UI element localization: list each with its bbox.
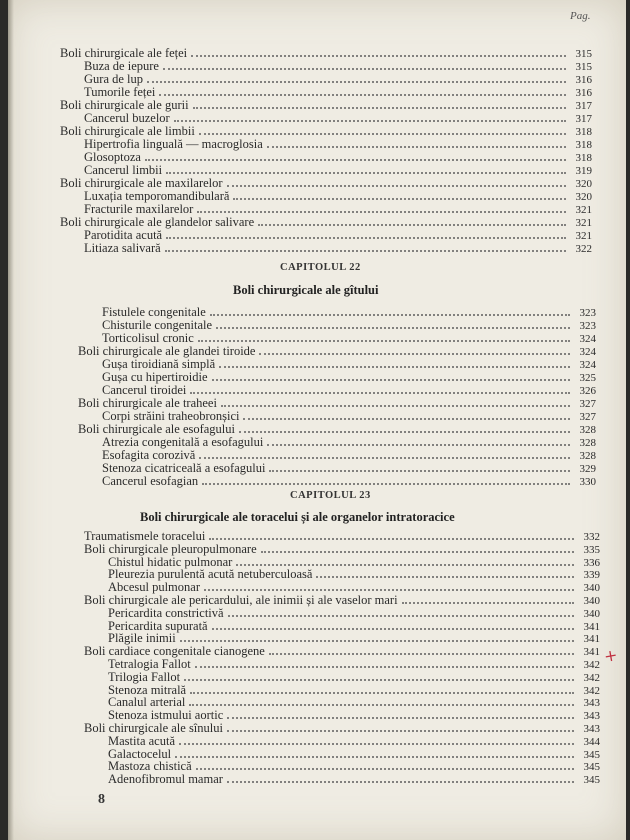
toc-entry-page: 342 <box>583 671 600 684</box>
dot-leader <box>212 620 574 630</box>
toc-entry-title: Boli chirurgicale ale limbii <box>60 124 195 138</box>
toc-entry-title: Gușa tiroidiană simplă <box>102 357 216 371</box>
toc-entry <box>84 242 592 256</box>
toc-entry-title: Luxația temporomandibulară <box>84 189 230 203</box>
dot-leader <box>197 203 566 213</box>
dot-leader <box>175 748 574 758</box>
dot-leader <box>147 73 566 83</box>
toc-entry-page: 343 <box>583 723 600 735</box>
toc-entry-page: 320 <box>575 178 592 190</box>
dot-leader <box>166 164 566 174</box>
toc-entry-page: 322 <box>575 243 592 255</box>
toc-entry-page: 317 <box>575 113 592 125</box>
toc-entry-title: Boli chirurgicale pleuropulmonare <box>84 541 257 556</box>
dot-leader <box>163 60 566 70</box>
toc-entry-page: 339 <box>583 569 600 582</box>
chapter-22-title: Boli chirurgicale ale gîtului <box>233 283 379 297</box>
dot-leader <box>212 371 570 381</box>
toc-entry-page: 345 <box>583 761 600 774</box>
toc-entry-title: Boli chirurgicale ale pericardului, ale inimii și ale vaselor mari <box>84 593 398 607</box>
toc-entry-page: 328 <box>579 450 596 462</box>
toc-entry-page: 345 <box>583 748 600 761</box>
dot-leader <box>239 423 570 433</box>
dot-leader <box>202 475 570 485</box>
dot-leader <box>216 319 570 329</box>
toc-entry-title: Chisturile congenitale <box>102 318 213 332</box>
dot-leader <box>316 568 574 578</box>
page-fold-shadow <box>8 0 14 840</box>
toc-entry-title: Atrezia congenitală a esofagului <box>102 435 264 449</box>
toc-entry-title: Canalul arterial <box>108 695 186 710</box>
toc-entry-title: Buza de iepure <box>84 59 159 73</box>
toc-entry-title: Parotidita acută <box>84 228 163 242</box>
toc-entry-page: 344 <box>583 735 600 748</box>
toc-entry-title: Boli chirurgicale ale sînului <box>84 721 223 735</box>
toc-entry-title: Tetralogia Fallot <box>108 657 191 671</box>
toc-entry-page: 345 <box>583 774 600 787</box>
toc-entry-page: 326 <box>579 385 596 397</box>
toc-entry-title: Cancerul buzelor <box>84 111 170 125</box>
dot-leader <box>190 384 570 394</box>
toc-entry-title: Torticolisul cronic <box>102 331 194 345</box>
toc-entry-title: Stenoza mitrală <box>108 682 187 697</box>
toc-entry-page: 318 <box>575 126 592 138</box>
toc-entry-title: Cancerul tiroidei <box>102 383 187 397</box>
toc-entry-title: Boli chirurgicale ale maxilarelor <box>60 176 223 190</box>
toc-entry-title: Boli cardiace congenitale cianogene <box>84 644 265 659</box>
toc-entry-title: Hipertrofia linguală — macroglosia <box>84 137 263 151</box>
dot-leader <box>227 177 566 187</box>
page-number: 8 <box>98 792 105 807</box>
toc-entry-title: Fistulele congenitale <box>102 305 206 319</box>
toc-entry-title: Gușa cu hipertiroidie <box>102 370 208 384</box>
toc-entry-page: 328 <box>579 424 596 436</box>
dot-leader <box>221 397 570 407</box>
toc-entry-page: 320 <box>575 191 592 203</box>
dot-leader <box>267 138 566 148</box>
dot-leader <box>267 436 570 446</box>
dot-leader <box>159 86 566 96</box>
toc-entry-title: Pericardita constrictivă <box>108 605 224 620</box>
toc-entry-title: Glosoptoza <box>84 150 141 164</box>
dot-leader <box>258 216 566 226</box>
toc-entry-title: Mastoza chistică <box>108 759 192 774</box>
toc-entry-page: 341 <box>583 620 600 633</box>
handwritten-margin-mark: + <box>602 644 619 667</box>
toc-entry-page: 332 <box>583 531 600 543</box>
dot-leader <box>190 684 574 694</box>
toc-entry-page: 341 <box>583 633 600 646</box>
toc-entry-title: Stenoza istmului aortic <box>108 708 224 723</box>
dot-leader <box>209 530 574 540</box>
toc-entry-title: Fracturile maxilarelor <box>84 202 194 216</box>
toc-entry-title: Boli chirurgicale ale glandei tiroide <box>78 344 256 358</box>
toc-entry-title: Abcesul pulmonar <box>108 580 200 595</box>
toc-entry-page: 317 <box>575 100 592 112</box>
dot-leader <box>196 760 574 770</box>
dot-leader <box>184 671 574 681</box>
toc-entry-page: 330 <box>579 476 596 488</box>
dot-leader <box>191 47 566 57</box>
toc-entry-title: Tumorile feței <box>84 85 156 99</box>
toc-entry-page: 324 <box>579 346 596 358</box>
toc-entry-title: Trilogia Fallot <box>108 669 181 684</box>
chapter-23-label: CAPITOLUL 23 <box>290 490 371 501</box>
toc-entry-page: 342 <box>583 659 600 671</box>
dot-leader <box>259 345 570 355</box>
toc-entry-title: Litiaza salivară <box>84 241 161 255</box>
toc-entry-page: 327 <box>579 398 596 410</box>
toc-entry-title: Boli chirurgicale ale feței <box>60 46 188 60</box>
toc-entry-page: 340 <box>583 607 600 620</box>
dot-leader <box>145 151 566 161</box>
toc-entry-page: 343 <box>583 710 600 723</box>
dot-leader <box>236 556 574 566</box>
toc-entry-page: 316 <box>575 87 592 99</box>
toc-entry <box>108 773 600 787</box>
toc-entry-page: 318 <box>575 152 592 164</box>
dot-leader <box>210 306 570 316</box>
dot-leader <box>180 632 574 642</box>
toc-entry <box>84 138 592 152</box>
toc-entry-page: 336 <box>583 556 600 569</box>
toc-entry <box>84 73 592 87</box>
toc-entry-title: Corpi străini traheobronșici <box>102 409 240 423</box>
toc-entry-page: 315 <box>575 61 592 73</box>
toc-entry-title: Adenofibromul mamar <box>108 772 223 787</box>
toc-entry-page: 342 <box>583 684 600 697</box>
toc-entry-page: 340 <box>583 582 600 595</box>
toc-entry-title: Pericardita supurată <box>108 618 208 633</box>
toc-entry-page: 316 <box>575 74 592 86</box>
dot-leader <box>179 735 574 745</box>
dot-leader <box>227 722 574 732</box>
toc-entry-page: 327 <box>579 411 596 423</box>
document-page <box>8 0 626 840</box>
dot-leader <box>199 125 566 135</box>
chapter-22-label: CAPITOLUL 22 <box>280 262 361 273</box>
dot-leader <box>165 242 566 252</box>
dot-leader <box>174 112 566 122</box>
toc-entry-title: Esofagita corozivă <box>102 448 196 462</box>
toc-entry-page: 341 <box>583 646 600 659</box>
dot-leader <box>198 332 570 342</box>
dot-leader <box>261 543 574 553</box>
toc-entry-page: 321 <box>575 217 592 229</box>
toc-entry-page: 328 <box>579 437 596 449</box>
toc-entry-page: 319 <box>575 165 592 177</box>
toc-entry-title: Boli chirurgicale ale glandelor salivare <box>60 215 255 229</box>
toc-entry-page: 335 <box>583 543 600 556</box>
chapter-23-title: Boli chirurgicale ale toracelui și ale organelor intratoracice <box>140 510 455 524</box>
toc-entry-title: Gura de lup <box>84 72 144 86</box>
page-column-label: Pag. <box>570 10 591 22</box>
toc-entry-page: 321 <box>575 230 592 242</box>
toc-entry-page: 324 <box>579 333 596 345</box>
dot-leader <box>195 658 574 668</box>
toc-entry-title: Stenoza cicatriceală a esofagului <box>102 461 266 475</box>
dot-leader <box>233 190 566 200</box>
toc-entry-page: 323 <box>579 307 596 319</box>
toc-entry-title: Plăgile inimii <box>108 631 176 646</box>
toc-entry-title: Cancerul limbii <box>84 163 163 177</box>
toc-entry-title: Galactocelul <box>108 746 172 761</box>
dot-leader <box>189 696 574 706</box>
toc-entry-page: 329 <box>579 463 596 475</box>
toc-entry-title: Traumatismele toracelui <box>84 529 206 543</box>
dot-leader <box>269 645 574 655</box>
toc-entry <box>102 475 596 489</box>
dot-leader <box>166 229 566 239</box>
toc-entry-page: 318 <box>575 139 592 151</box>
dot-leader <box>227 773 574 783</box>
dot-leader <box>204 581 574 591</box>
toc-entry-title: Boli chirurgicale ale gurii <box>60 98 189 112</box>
dot-leader <box>199 449 570 459</box>
dot-leader <box>269 462 570 472</box>
toc-entry-title: Cancerul esofagian <box>102 474 199 488</box>
toc-entry-page: 321 <box>575 204 592 216</box>
toc-entry-title: Boli chirurgicale ale traheei <box>78 396 217 410</box>
toc-entry-title: Mastita acută <box>108 733 175 748</box>
dot-leader <box>243 410 570 420</box>
toc-entry-page: 343 <box>583 697 600 710</box>
toc-entry-title: Boli chirurgicale ale esofagului <box>78 422 236 436</box>
dot-leader <box>227 709 574 719</box>
toc-entry-page: 340 <box>583 595 600 607</box>
toc-entry-page: 324 <box>579 359 596 371</box>
toc-entry-page: 325 <box>579 372 596 384</box>
toc-entry-page: 323 <box>579 320 596 332</box>
dot-leader <box>219 358 570 368</box>
toc-entry-title: Pleurezia purulentă acută netuberculoasă <box>108 567 313 582</box>
dot-leader <box>228 607 574 617</box>
dot-leader <box>193 99 566 109</box>
toc-entry-page: 315 <box>575 48 592 60</box>
dot-leader <box>402 594 574 604</box>
toc-entry <box>84 60 592 74</box>
toc-entry-title: Chistul hidatic pulmonar <box>108 554 233 569</box>
